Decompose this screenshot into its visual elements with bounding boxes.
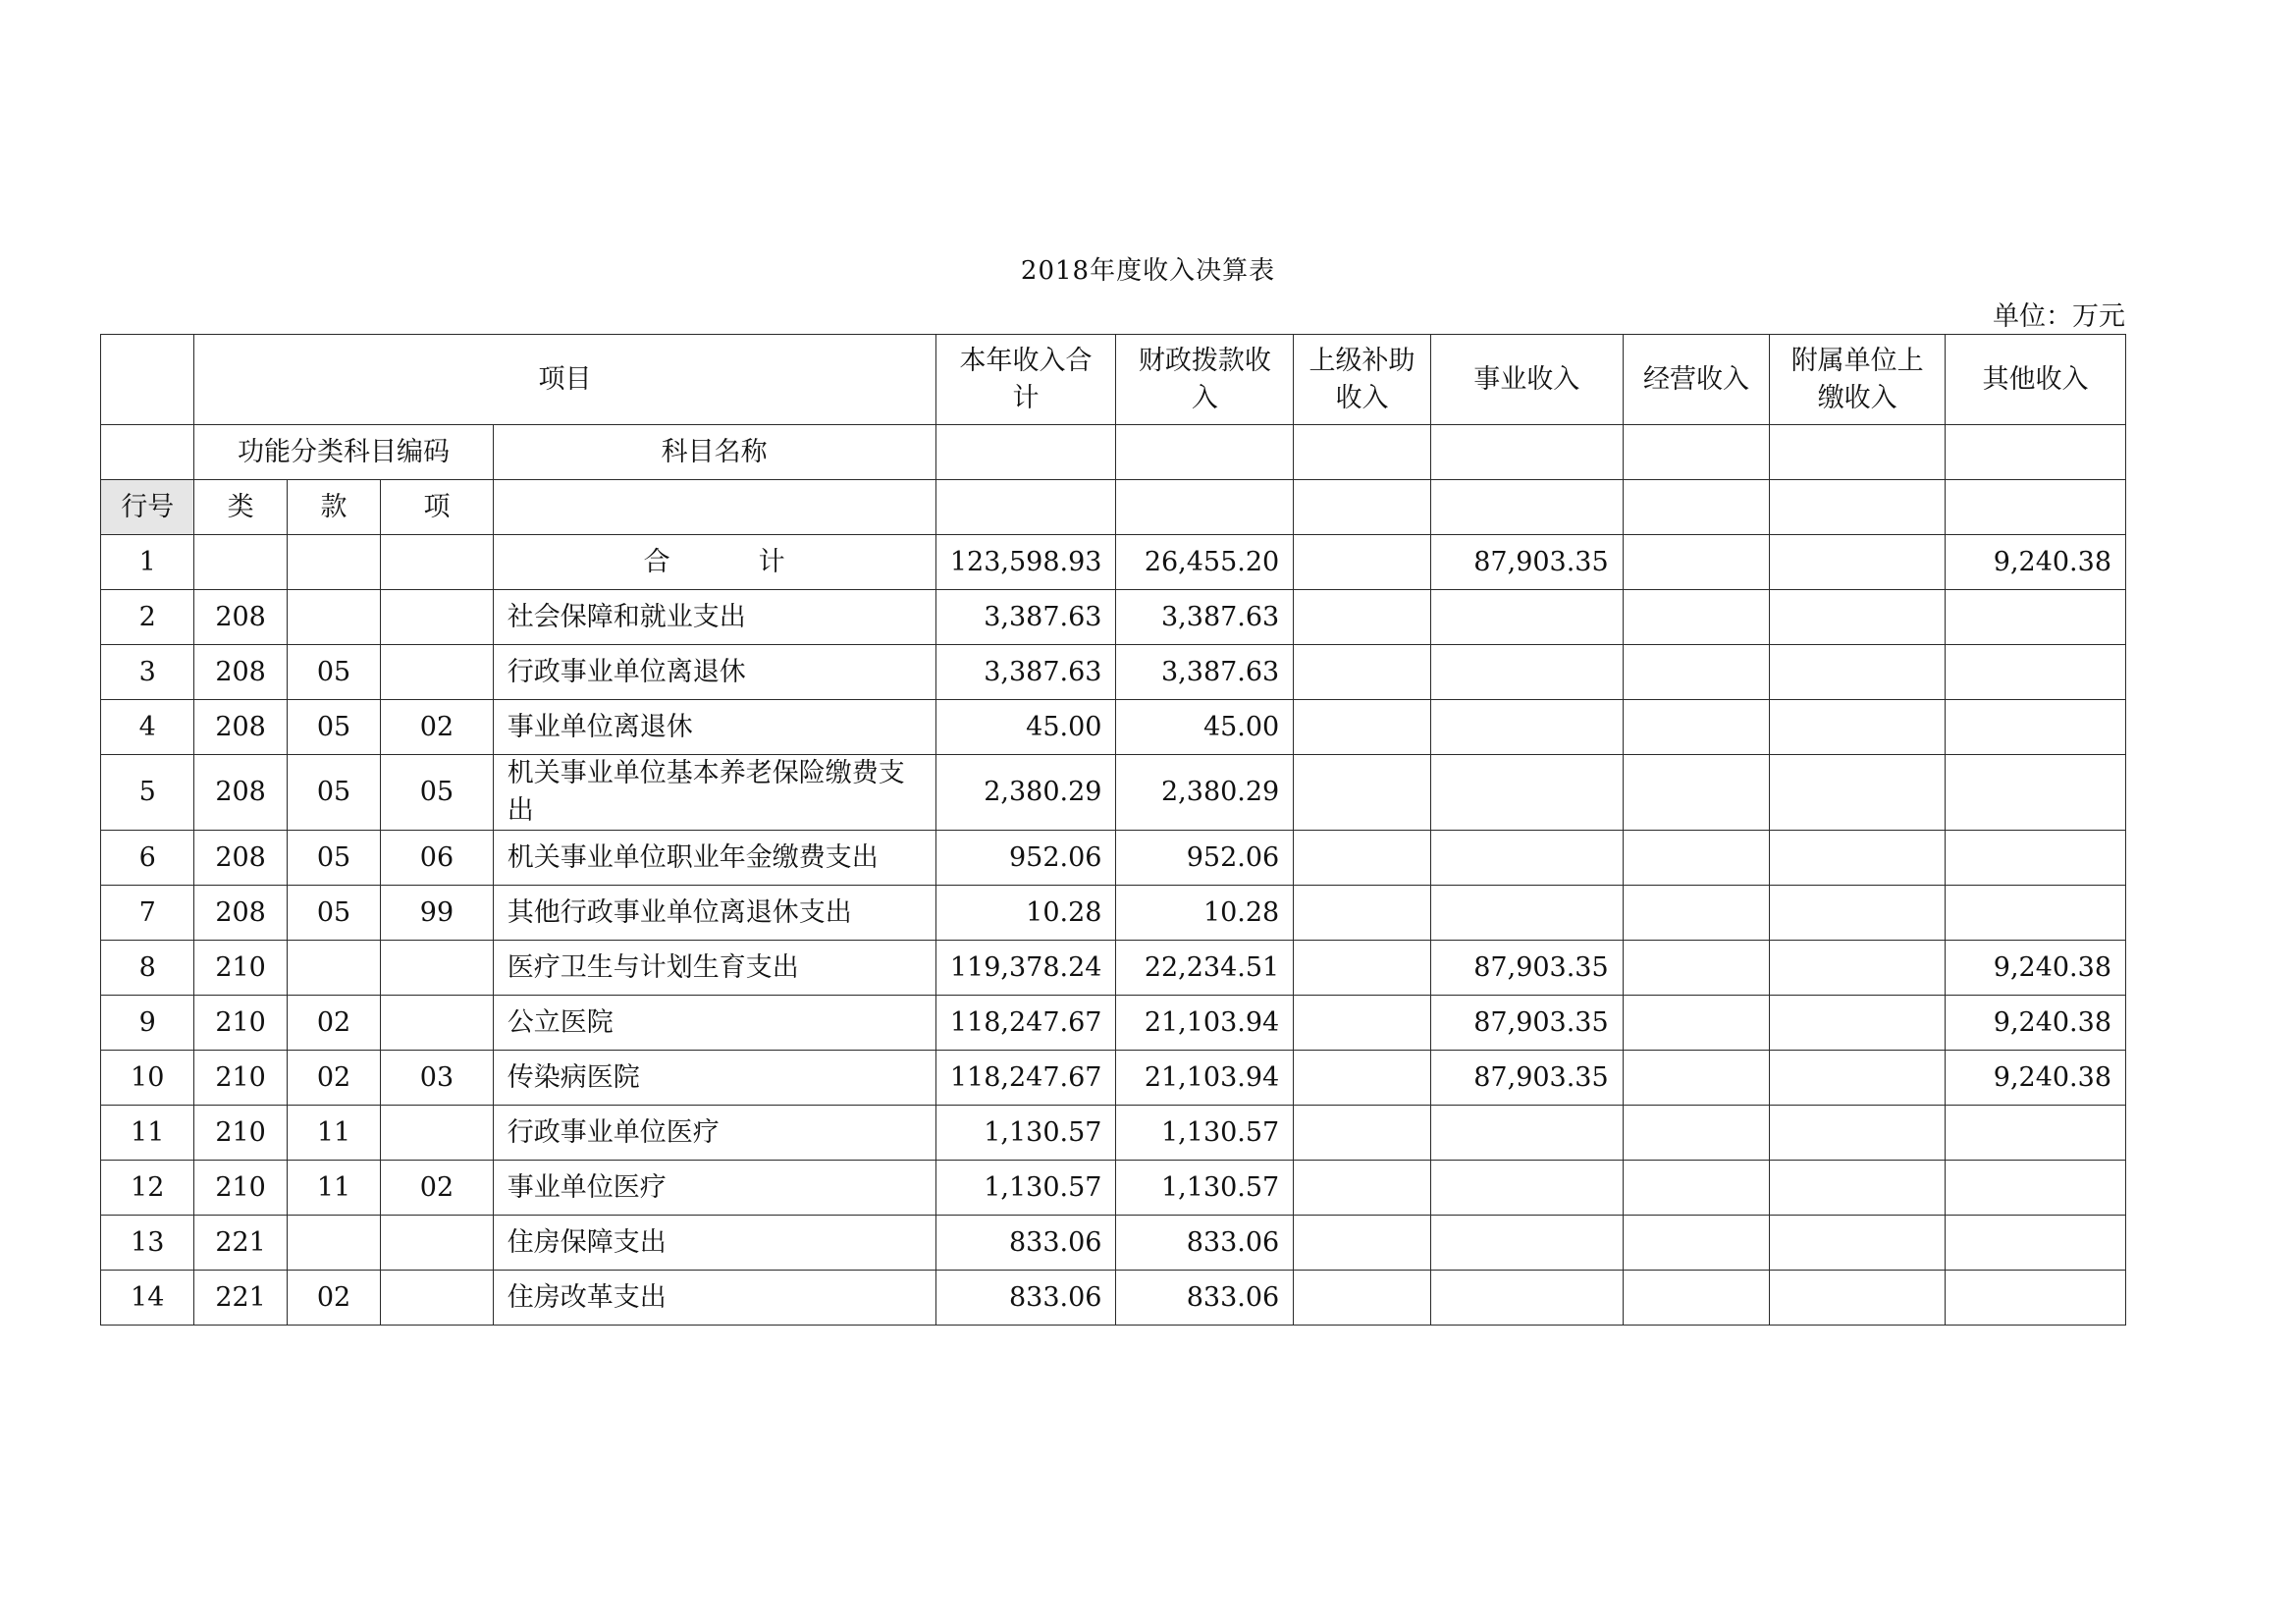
code-kuan: 05: [287, 645, 380, 700]
value-affiliated-income: [1770, 535, 1946, 590]
row-number: 8: [101, 941, 194, 996]
table-row: [101, 831, 2126, 886]
code-xiang: [381, 996, 493, 1051]
code-lei: [194, 535, 287, 590]
value-fiscal-appropriation: 10.28: [1116, 886, 1294, 941]
code-xiang: [381, 535, 493, 590]
table-row: [101, 941, 2126, 996]
total-label-part-a: 合: [643, 546, 670, 577]
value-operating-income: [1623, 1161, 1770, 1216]
value-operating-income: [1623, 941, 1770, 996]
row-number: 13: [101, 1216, 194, 1271]
value-fiscal-appropriation: 2,380.29: [1116, 755, 1294, 831]
value-business-income: [1430, 755, 1623, 831]
value-fiscal-appropriation: 3,387.63: [1116, 590, 1294, 645]
value-superior-subsidy: [1294, 831, 1431, 886]
value-business-income: 87,903.35: [1430, 1051, 1623, 1106]
value-total-income: 10.28: [935, 886, 1116, 941]
code-lei: 208: [194, 645, 287, 700]
subject-name: 住房保障支出: [493, 1216, 935, 1271]
row-number: 1: [101, 535, 194, 590]
value-other-income: [1946, 755, 2126, 831]
value-other-income: [1946, 1106, 2126, 1161]
code-lei: 208: [194, 700, 287, 755]
header-blank-cell: [101, 425, 194, 480]
value-business-income: [1430, 1106, 1623, 1161]
value-total-income: 833.06: [935, 1271, 1116, 1326]
value-business-income: [1430, 1216, 1623, 1271]
value-superior-subsidy: [1294, 1051, 1431, 1106]
value-business-income: [1430, 590, 1623, 645]
value-superior-subsidy: [1294, 941, 1431, 996]
subject-name: 医疗卫生与计划生育支出: [493, 941, 935, 996]
value-other-income: 9,240.38: [1946, 941, 2126, 996]
value-superior-subsidy: [1294, 755, 1431, 831]
code-lei: 210: [194, 1051, 287, 1106]
value-superior-subsidy: [1294, 1106, 1431, 1161]
header-total-income: 本年收入合计: [935, 335, 1116, 425]
header-row-no: 行号: [101, 480, 194, 535]
subject-name: 社会保障和就业支出: [493, 590, 935, 645]
header-other-income: 其他收入: [1946, 335, 2126, 425]
table-row: [101, 535, 2126, 590]
value-total-income: 118,247.67: [935, 996, 1116, 1051]
header-operating-income: 经营收入: [1623, 335, 1770, 425]
value-operating-income: [1623, 1051, 1770, 1106]
header-row-sub: [101, 425, 2126, 480]
value-affiliated-income: [1770, 886, 1946, 941]
code-kuan: 05: [287, 831, 380, 886]
code-xiang: 03: [381, 1051, 493, 1106]
value-fiscal-appropriation: 833.06: [1116, 1271, 1294, 1326]
value-fiscal-appropriation: 26,455.20: [1116, 535, 1294, 590]
value-affiliated-income: [1770, 1161, 1946, 1216]
subject-name-total: [493, 535, 935, 590]
code-kuan: 02: [287, 1051, 380, 1106]
value-other-income: 9,240.38: [1946, 1051, 2126, 1106]
value-total-income: 3,387.63: [935, 645, 1116, 700]
code-lei: 210: [194, 1106, 287, 1161]
value-business-income: [1430, 831, 1623, 886]
table-row: [101, 1161, 2126, 1216]
value-affiliated-income: [1770, 700, 1946, 755]
header-blank-cell: [935, 425, 1116, 480]
value-business-income: [1430, 700, 1623, 755]
code-kuan: [287, 941, 380, 996]
header-blank-cell: [1946, 425, 2126, 480]
subject-name: 传染病医院: [493, 1051, 935, 1106]
row-number: 2: [101, 590, 194, 645]
code-lei: 221: [194, 1271, 287, 1326]
value-operating-income: [1623, 886, 1770, 941]
value-total-income: 123,598.93: [935, 535, 1116, 590]
table-row: [101, 645, 2126, 700]
value-affiliated-income: [1770, 996, 1946, 1051]
value-business-income: [1430, 1161, 1623, 1216]
value-affiliated-income: [1770, 1051, 1946, 1106]
code-lei: 221: [194, 1216, 287, 1271]
value-business-income: [1430, 645, 1623, 700]
code-kuan: 05: [287, 755, 380, 831]
code-lei: 208: [194, 886, 287, 941]
subject-name: 其他行政事业单位离退休支出: [493, 886, 935, 941]
page-title: 2018年度收入决算表: [1020, 256, 1276, 286]
code-xiang: 05: [381, 755, 493, 831]
code-xiang: [381, 645, 493, 700]
header-blank-cell: [1623, 480, 1770, 535]
header-subject-name: 科目名称: [493, 425, 935, 480]
row-number: 14: [101, 1271, 194, 1326]
row-number: 9: [101, 996, 194, 1051]
header-blank-cell: [1294, 425, 1431, 480]
header-blank-cell: [1430, 480, 1623, 535]
header-superior-subsidy: 上级补助收入: [1294, 335, 1431, 425]
header-blank-cell: [1770, 425, 1946, 480]
header-blank-cell: [1623, 425, 1770, 480]
row-number: 7: [101, 886, 194, 941]
value-affiliated-income: [1770, 1271, 1946, 1326]
value-operating-income: [1623, 700, 1770, 755]
value-operating-income: [1623, 1216, 1770, 1271]
code-xiang: 02: [381, 1161, 493, 1216]
value-other-income: [1946, 1161, 2126, 1216]
value-affiliated-income: [1770, 1216, 1946, 1271]
row-number: 12: [101, 1161, 194, 1216]
value-fiscal-appropriation: 21,103.94: [1116, 996, 1294, 1051]
value-operating-income: [1623, 535, 1770, 590]
header-blank-cell: [1116, 480, 1294, 535]
value-affiliated-income: [1770, 1106, 1946, 1161]
value-business-income: 87,903.35: [1430, 996, 1623, 1051]
table-row: [101, 1216, 2126, 1271]
value-other-income: [1946, 1216, 2126, 1271]
income-final-accounts-table: [100, 334, 2126, 1326]
code-lei: 208: [194, 590, 287, 645]
table-row: [101, 996, 2126, 1051]
header-blank-cell: [493, 480, 935, 535]
value-other-income: [1946, 700, 2126, 755]
value-total-income: 45.00: [935, 700, 1116, 755]
code-xiang: [381, 1271, 493, 1326]
code-xiang: [381, 590, 493, 645]
value-operating-income: [1623, 755, 1770, 831]
value-affiliated-income: [1770, 590, 1946, 645]
value-superior-subsidy: [1294, 1161, 1431, 1216]
subject-name: 事业单位离退休: [493, 700, 935, 755]
header-blank-cell: [1946, 480, 2126, 535]
table-row: [101, 700, 2126, 755]
value-total-income: 1,130.57: [935, 1106, 1116, 1161]
row-number: 11: [101, 1106, 194, 1161]
subject-name: 机关事业单位基本养老保险缴费支出: [493, 755, 935, 831]
value-other-income: [1946, 590, 2126, 645]
subject-name: 机关事业单位职业年金缴费支出: [493, 831, 935, 886]
subject-name: 事业单位医疗: [493, 1161, 935, 1216]
table-row: [101, 1051, 2126, 1106]
code-kuan: 11: [287, 1161, 380, 1216]
value-other-income: [1946, 1271, 2126, 1326]
header-xiang: 项: [381, 480, 493, 535]
value-superior-subsidy: [1294, 590, 1431, 645]
unit-label: 单位：万元: [1993, 301, 2125, 332]
value-other-income: 9,240.38: [1946, 535, 2126, 590]
header-affiliated-income: 附属单位上缴收入: [1770, 335, 1946, 425]
value-operating-income: [1623, 1271, 1770, 1326]
header-business-income: 事业收入: [1430, 335, 1623, 425]
code-kuan: [287, 1216, 380, 1271]
subject-name: 行政事业单位离退休: [493, 645, 935, 700]
subject-name: 住房改革支出: [493, 1271, 935, 1326]
code-lei: 210: [194, 1161, 287, 1216]
value-business-income: 87,903.35: [1430, 941, 1623, 996]
value-affiliated-income: [1770, 645, 1946, 700]
value-fiscal-appropriation: 45.00: [1116, 700, 1294, 755]
header-row-main: [101, 335, 2126, 425]
row-number: 5: [101, 755, 194, 831]
header-blank-cell: [1294, 480, 1431, 535]
code-xiang: [381, 941, 493, 996]
row-number: 6: [101, 831, 194, 886]
code-kuan: 05: [287, 886, 380, 941]
row-number: 10: [101, 1051, 194, 1106]
value-total-income: 952.06: [935, 831, 1116, 886]
value-business-income: [1430, 1271, 1623, 1326]
header-blank-cell: [935, 480, 1116, 535]
value-other-income: [1946, 886, 2126, 941]
value-affiliated-income: [1770, 831, 1946, 886]
value-superior-subsidy: [1294, 645, 1431, 700]
value-other-income: [1946, 645, 2126, 700]
code-kuan: 02: [287, 1271, 380, 1326]
code-kuan: [287, 590, 380, 645]
value-fiscal-appropriation: 1,130.57: [1116, 1161, 1294, 1216]
header-func-code: 功能分类科目编码: [194, 425, 493, 480]
value-other-income: 9,240.38: [1946, 996, 2126, 1051]
row-number: 4: [101, 700, 194, 755]
code-xiang: 06: [381, 831, 493, 886]
value-other-income: [1946, 831, 2126, 886]
code-kuan: 02: [287, 996, 380, 1051]
header-blank-cell: [1770, 480, 1946, 535]
code-xiang: [381, 1106, 493, 1161]
code-lei: 210: [194, 941, 287, 996]
value-fiscal-appropriation: 22,234.51: [1116, 941, 1294, 996]
subject-name: 公立医院: [493, 996, 935, 1051]
code-lei: 208: [194, 755, 287, 831]
value-fiscal-appropriation: 833.06: [1116, 1216, 1294, 1271]
table-row: [101, 1106, 2126, 1161]
value-superior-subsidy: [1294, 1271, 1431, 1326]
header-project: 项目: [194, 335, 935, 425]
value-total-income: 2,380.29: [935, 755, 1116, 831]
value-business-income: 87,903.35: [1430, 535, 1623, 590]
total-label-part-b: 计: [758, 546, 785, 577]
value-operating-income: [1623, 996, 1770, 1051]
row-number: 3: [101, 645, 194, 700]
value-operating-income: [1623, 1106, 1770, 1161]
value-superior-subsidy: [1294, 996, 1431, 1051]
value-total-income: 119,378.24: [935, 941, 1116, 996]
value-fiscal-appropriation: 952.06: [1116, 831, 1294, 886]
header-row-codes: [101, 480, 2126, 535]
value-total-income: 3,387.63: [935, 590, 1116, 645]
value-total-income: 118,247.67: [935, 1051, 1116, 1106]
code-kuan: 05: [287, 700, 380, 755]
code-kuan: [287, 535, 380, 590]
subject-name: 行政事业单位医疗: [493, 1106, 935, 1161]
value-total-income: 833.06: [935, 1216, 1116, 1271]
value-affiliated-income: [1770, 755, 1946, 831]
value-superior-subsidy: [1294, 700, 1431, 755]
header-blank-cell: [101, 335, 194, 425]
value-fiscal-appropriation: 3,387.63: [1116, 645, 1294, 700]
value-fiscal-appropriation: 21,103.94: [1116, 1051, 1294, 1106]
table-row: [101, 590, 2126, 645]
value-business-income: [1430, 886, 1623, 941]
header-blank-cell: [1116, 425, 1294, 480]
value-operating-income: [1623, 590, 1770, 645]
code-lei: 208: [194, 831, 287, 886]
code-xiang: 99: [381, 886, 493, 941]
code-kuan: 11: [287, 1106, 380, 1161]
header-lei: 类: [194, 480, 287, 535]
table-row: [101, 886, 2126, 941]
value-operating-income: [1623, 645, 1770, 700]
header-kuan: 款: [287, 480, 380, 535]
header-blank-cell: [1430, 425, 1623, 480]
value-operating-income: [1623, 831, 1770, 886]
value-total-income: 1,130.57: [935, 1161, 1116, 1216]
value-fiscal-appropriation: 1,130.57: [1116, 1106, 1294, 1161]
code-lei: 210: [194, 996, 287, 1051]
value-superior-subsidy: [1294, 535, 1431, 590]
header-fiscal-appropriation: 财政拨款收入: [1116, 335, 1294, 425]
table-row: [101, 755, 2126, 831]
value-superior-subsidy: [1294, 1216, 1431, 1271]
code-xiang: 02: [381, 700, 493, 755]
table-row: [101, 1271, 2126, 1326]
value-superior-subsidy: [1294, 886, 1431, 941]
value-affiliated-income: [1770, 941, 1946, 996]
code-xiang: [381, 1216, 493, 1271]
